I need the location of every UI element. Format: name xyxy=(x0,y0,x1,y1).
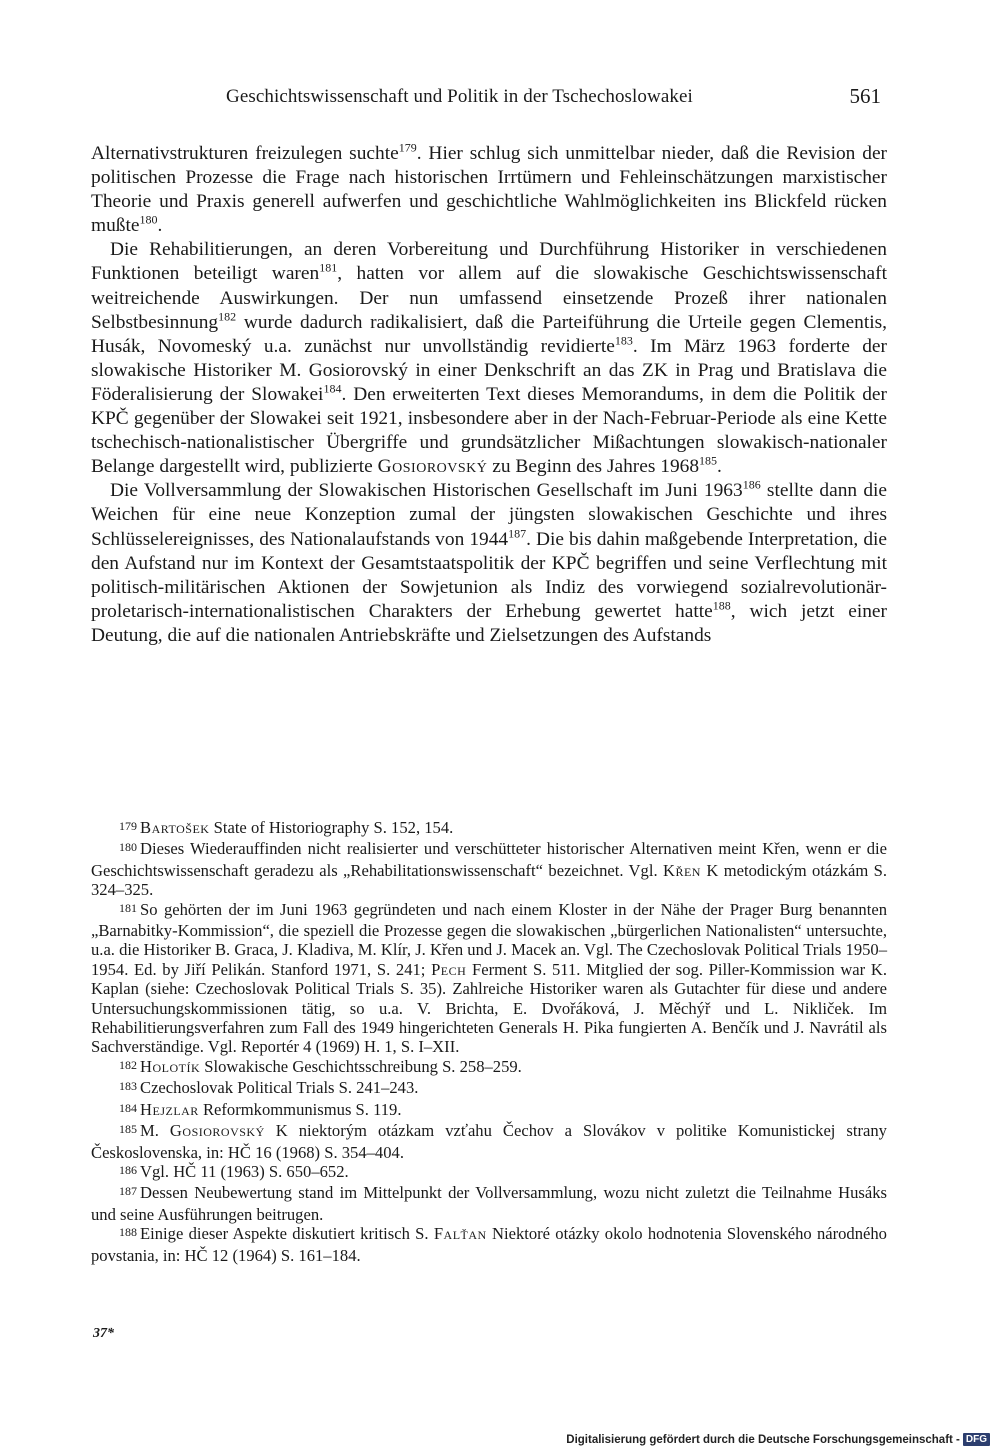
footnote-number: 187 xyxy=(119,1184,137,1199)
footnote-183 xyxy=(91,1078,887,1099)
footnote-number: 180 xyxy=(119,840,137,855)
footnote-text: Einige dieser Aspekte diskutiert kritisch S. xyxy=(140,1224,434,1244)
footnote-text: So gehörten der im Juni 1963 gegründeten und nach einem Kloster in der Nähe der Prager Burg benannten „Barnabitky-Kommission“, die speziell die Prozesse gegen die slowakischen „bürgerlichen Nationalisten“ untersuchte, u.a. die Historiker B. Graca, J. Kladiva, M. Klír, J. Křen und J. Macek an. Vgl. The Czechoslovak Political Trials 1950–1954. Ed. by Jiří Pelikán. Stanford 1971, S. 241; xyxy=(91,899,888,979)
footnote-text: K niektorým otázkam vzťahu Čechov a Slovákov v politike Komunistickej strany Československa, in: HČ 16 (1968) S. 354–404. xyxy=(91,1121,887,1162)
text-run: . Den erweiterten Text dieses Memorandums, in dem die Politik der KPČ gegenüber der Slowakei seit 1921, insbesondere aber in der Nach-Februar-Periode als eine Kette tschechisch-nationalistischer Übergriffe und grundsätzlicher Mißachtungen slowakisch-nationaler Belange dargestellt wird, publizierte xyxy=(91,383,887,478)
footnote-number: 182 xyxy=(119,1057,137,1072)
footnote-ref: 188 xyxy=(712,598,731,613)
footnote-188 xyxy=(91,1224,887,1265)
footnote-text: Czechoslovak Political Trials S. 241–243. xyxy=(140,1078,419,1098)
footnote-text: Slowakische Geschichtsschreibung S. 258–259. xyxy=(200,1056,522,1076)
author-name: Bartošek xyxy=(140,818,210,837)
footnote-ref: 186 xyxy=(742,477,761,492)
footnote-number: 179 xyxy=(119,819,137,833)
text-run: Die Rehabilitierungen, an deren Vorbereitung und Durchführung Historiker in verschiedenen Funktionen beteiligt waren xyxy=(91,239,887,285)
footnote-number: 183 xyxy=(119,1079,137,1094)
footnote-ref: 187 xyxy=(508,526,527,541)
footnote-ref: 182 xyxy=(218,309,237,324)
text-run: . Die bis dahin maßgebende Interpretation, die den Aufstand nur im Kontext der Gesamtstaatspolitik der KPČ begriffen und seine Verflechtung mit politisch-militärischen Aktionen der Sowjetunion als Indiz des vorwiegend sozialrevolutionär-proletarisch-internationalistischen Charakters der Erhebung gewertet hatte xyxy=(91,528,888,622)
text-run: , hatten vor allem auf die slowakische Geschichtswissenschaft weitreichende Auswirkungen. Der nun umfassend einsetzende Prozeß ihrer nationalen Selbstbesinnung xyxy=(91,263,887,333)
footnote-number: 188 xyxy=(119,1225,137,1240)
footnote-ref: 181 xyxy=(319,261,338,275)
running-title: Geschichtswissenschaft und Politik in der Tschechoslowakei xyxy=(226,86,693,107)
author-name: Gosiorovský xyxy=(169,1121,265,1141)
footnote-text: M. xyxy=(140,1121,170,1141)
text-run: Alternativstrukturen freizulegen suchte xyxy=(91,143,399,164)
text-run: . xyxy=(717,456,722,478)
footnotes xyxy=(91,818,887,1265)
signature-mark: 37* xyxy=(93,1326,114,1341)
footnote-text: Dieses Wiederauffinden nicht realisierter und verschütteter historischer Alternativen meint Křen, wenn er die Geschichtswissenschaft geradezu als „Rehabilitationswissenschaft“ bezeichnet. Vgl. xyxy=(91,839,887,880)
author-name: Falťan xyxy=(433,1224,487,1244)
footnote-186 xyxy=(91,1162,887,1183)
main-text xyxy=(91,142,887,648)
credit-text: Digitalisierung gefördert durch die Deutsche Forschungsgemeinschaft - xyxy=(566,1433,960,1446)
dfg-logo: DFG xyxy=(963,1433,990,1446)
footnote-text: Dessen Neubewertung stand im Mittelpunkt der Vollversammlung, wozu nicht zuletzt die Teilnahme Husáks und seine Ausführungen beitrugen. xyxy=(91,1183,887,1224)
text-run: . Im März 1963 forderte der slowakische Historiker M. Gosiorovský in einer Denkschrift an das ZK in Prag und Bratislava die Föderalisierung der Slowakei xyxy=(91,335,887,405)
text-run: . xyxy=(157,215,163,237)
digitization-credit xyxy=(566,1431,990,1448)
paragraph xyxy=(91,479,887,648)
footnote-text: Niektoré otázky okolo hodnotenia Slovenského národného povstania, in: HČ 12 (1964) S. 161–184. xyxy=(91,1224,887,1265)
footnote-text: Vgl. HČ 11 (1963) S. 650–652. xyxy=(140,1161,349,1181)
author-name: Holotík xyxy=(140,1056,201,1076)
footnote-ref: 180 xyxy=(139,212,158,227)
author-name: Gosiorovský xyxy=(377,456,488,478)
footnote-187 xyxy=(91,1183,887,1224)
footnote-text: State of Historiography S. 152, 154. xyxy=(209,818,454,837)
paragraph xyxy=(91,142,887,238)
author-name: Pech xyxy=(431,959,467,979)
footnote-number: 186 xyxy=(119,1162,137,1177)
footnote-ref: 185 xyxy=(699,453,718,468)
text-run: , wich jetzt einer Deutung, die auf die nationalen Antriebskräfte und Zielsetzungen des Aufstands xyxy=(91,600,887,646)
footnote-181 xyxy=(91,900,887,1057)
text-run: zu Beginn des Jahres 1968 xyxy=(487,456,700,478)
footnote-180 xyxy=(91,839,887,899)
footnote-182 xyxy=(91,1057,887,1078)
footnote-number: 184 xyxy=(119,1100,137,1115)
footnote-number: 181 xyxy=(119,900,137,915)
author-name: Křen xyxy=(662,860,701,880)
text-run: Die Vollversammlung der Slowakischen Historischen Gesellschaft im Juni 1963 xyxy=(110,480,743,502)
text-run: stellte dann die Weichen für eine neue Konzeption zumal der jüngsten slowakischen Geschichte und ihres Schlüsselereignisses, des Nationalaufstands von 1944 xyxy=(91,480,888,550)
footnote-ref: 184 xyxy=(323,381,342,396)
page-header xyxy=(91,86,887,114)
footnote-185 xyxy=(91,1121,887,1162)
footnote-ref: 179 xyxy=(398,140,417,155)
footnote-number: 185 xyxy=(119,1122,137,1137)
text-run: . Hier schlug sich unmittelbar nieder, daß die Revision der politischen Prozesse die Frage nach historischen Irrtümern und Fehleinschätzungen marxistischer Theorie und Praxis generell aufwerfen und geschichtliche Wahlmöglichkeiten ins Blickfeld rücken mußte xyxy=(91,143,888,237)
footnote-text: Ferment S. 511. Mitglied der sog. Piller-Kommission war K. Kaplan (siehe: Czechoslovak Political Trials S. 35). Zahlreiche Historiker waren als Gutachter für diese und andere Untersuchungskommissionen tätig, so u.a. V. Brichta, E. Dvořáková, J. Měchýř und L. Nikliček. Im Rehabilitierungsverfahren zum Fall des 1949 hingerichteten Generals H. Pika fungierten A. Benčík und J. Navrátil als Sachverständige. Vgl. Reportér 4 (1969) H. 1, S. I–XII. xyxy=(91,959,887,1057)
footnote-184 xyxy=(91,1100,887,1121)
footnote-text: K metodickým otázkám S. 324–325. xyxy=(91,860,887,900)
paragraph xyxy=(91,238,887,479)
page-number: 561 xyxy=(849,84,881,108)
footnote-ref: 183 xyxy=(614,333,633,348)
text-run: wurde dadurch radikalisiert, daß die Parteiführung die Urteile gegen Clementis, Husák, Novomeský u.a. zunächst nur unvollständig revidierte xyxy=(91,311,887,357)
footnote-text: Reformkommunismus S. 119. xyxy=(198,1099,402,1119)
author-name: Hejzlar xyxy=(140,1099,199,1119)
footnote-179 xyxy=(91,818,887,839)
